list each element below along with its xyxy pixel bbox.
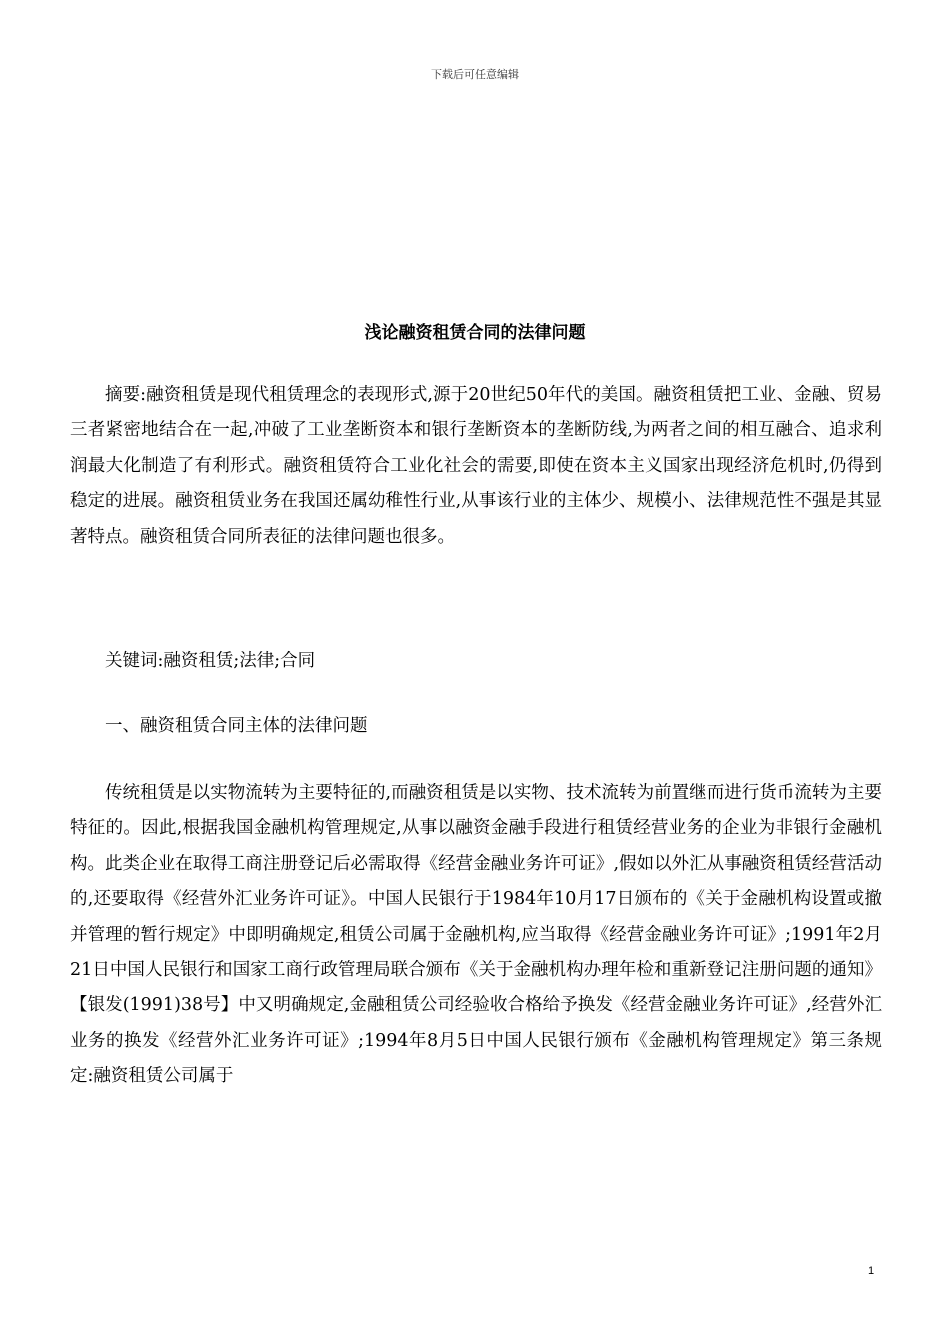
page-number: 1 [868, 1265, 875, 1277]
keywords-paragraph: 关键词:融资租赁;法律;合同 [105, 651, 316, 671]
section-heading: 一、融资租赁合同主体的法律问题 [105, 716, 368, 736]
abstract-paragraph: 摘要:融资租赁是现代租赁理念的表现形式,源于20世纪50年代的美国。融资租赁把工业、金融、贸易三者紧密地结合在一起,冲破了工业垄断资本和银行垄断资本的垄断防线,为两者之间的相互融合、追求利润最大化制造了有利形式。融资租赁符合工业化社会的需要,即使在资本主义国家出现经济危机时,仍得到稳定的进展。融资租赁业务在我国还属幼稚性行业,从事该行业的主体少、规模小、法律规范性不强是其显著特点。融资租赁合同所表征的法律问题也很多。 [70, 385, 882, 547]
body-paragraph: 传统租赁是以实物流转为主要特征的,而融资租赁是以实物、技术流转为前置继而进行货币流转为主要特征的。因此,根据我国金融机构管理规定,从事以融资金融手段进行租赁经营业务的企业为非银行金融机构。此类企业在取得工商注册登记后必需取得《经营金融业务许可证》,假如以外汇从事融资租赁经营活动的,还要取得《经营外汇业务许可证》。中国人民银行于1984年10月17日颁布的《关于金融机构设置或撤并管理的暂行规定》中即明确规定,租赁公司属于金融机构,应当取得《经营金融业务许可证》;1991年2月21日中国人民银行和国家工商行政管理局联合颁布《关于金融机构办理年检和重新登记注册问题的通知》【银发(1991)38号】中又明确规定,金融租赁公司经验收合格给予换发《经营金融业务许可证》,经营外汇业务的换发《经营外汇业务许可证》;1994年8月5日中国人民银行颁布《金融机构管理规定》第三条规定:融资租赁公司属于 [70, 783, 882, 1087]
header-note: 下载后可任意编辑 [431, 68, 519, 81]
document-title: 浅论融资租赁合同的法律问题 [364, 323, 586, 343]
